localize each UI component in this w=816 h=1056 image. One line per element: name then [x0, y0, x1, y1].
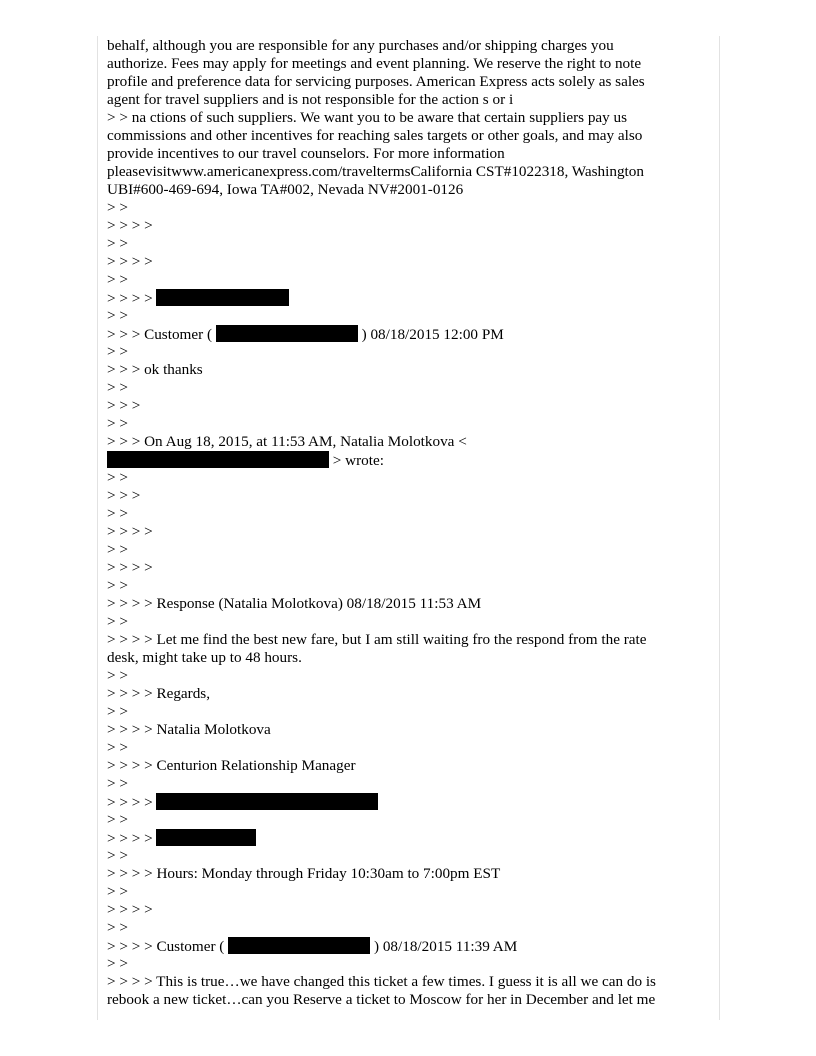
- message-text: > > > ok thanks: [107, 361, 203, 378]
- intro-line: authorize. Fees may apply for meetings and event planning. We reserve the right to note: [107, 55, 642, 72]
- intro-line: commissions and other incentives for reaching sales targets or other goals, and may also: [107, 127, 643, 144]
- intro-line: UBI#600-469-694, Iowa TA#002, Nevada NV#2001-0126: [107, 181, 464, 198]
- wrote-suffix: > wrote:: [332, 452, 384, 469]
- intro-line: agent for travel suppliers and is not responsible for the action s or i: [107, 91, 514, 108]
- quote-marker: > >: [107, 703, 128, 720]
- customer-timestamp: ) 08/18/2015 11:39 AM: [373, 938, 518, 955]
- redaction-box: [228, 937, 370, 954]
- redacted-line: [107, 793, 707, 811]
- quote-marker: > >: [107, 775, 128, 792]
- intro-line: provide incentives to our travel counselors. For more information: [107, 145, 505, 162]
- quote-marker: > >: [107, 811, 128, 828]
- page-border-left: [97, 36, 98, 1020]
- quote-marker: > >: [107, 667, 128, 684]
- quote-marker: > >: [107, 919, 128, 936]
- quote-marker: > >: [107, 505, 128, 522]
- quote-marker: > > > >: [107, 217, 153, 234]
- quote-marker: > > >: [107, 487, 141, 504]
- redacted-line: [107, 289, 707, 307]
- quote-marker: > >: [107, 415, 128, 432]
- wrote-line: > > > On Aug 18, 2015, at 11:53 AM, Natalia Molotkova <: [107, 433, 467, 450]
- intro-line: behalf, although you are responsible for any purchases and/or shipping charges you: [107, 37, 614, 54]
- message-text: rebook a new ticket…can you Reserve a ticket to Moscow for her in December and let me: [107, 991, 656, 1008]
- quote-marker: > > > >: [107, 253, 153, 270]
- quote-marker: > >: [107, 847, 128, 864]
- quote-marker: > >: [107, 883, 128, 900]
- message-text: desk, might take up to 48 hours.: [107, 649, 302, 666]
- quote-marker: > >: [107, 235, 128, 252]
- message-text: > > > > Regards,: [107, 685, 211, 702]
- quote-marker: > > > >: [107, 830, 153, 847]
- quote-marker: > > > >: [107, 794, 153, 811]
- intro-line: profile and preference data for servicing purposes. American Express acts solely as sales: [107, 73, 645, 90]
- wrote-line: [107, 451, 707, 469]
- quote-marker: > > > >: [107, 559, 153, 576]
- quote-marker: > >: [107, 199, 128, 216]
- redacted-line: [107, 829, 707, 847]
- quote-marker: > > >: [107, 397, 141, 414]
- quote-marker: > >: [107, 577, 128, 594]
- customer-prefix: > > > Customer (: [107, 326, 212, 343]
- intro-line: pleasevisitwww.americanexpress.com/traveltermsCalifornia CST#1022318, Washington: [107, 163, 644, 180]
- customer-timestamp: ) 08/18/2015 12:00 PM: [361, 326, 504, 343]
- quote-marker: > > > >: [107, 901, 153, 918]
- message-text: > > > > Let me find the best new fare, but I am still waiting fro the respond from the rate: [107, 631, 647, 648]
- signature-hours: > > > > Hours: Monday through Friday 10:30am to 7:00pm EST: [107, 865, 501, 882]
- quote-marker: > >: [107, 379, 128, 396]
- quote-marker: > >: [107, 271, 128, 288]
- quote-marker: > >: [107, 541, 128, 558]
- quote-marker: > >: [107, 955, 128, 972]
- customer-prefix: > > > > Customer (: [107, 938, 225, 955]
- redaction-box: [216, 325, 358, 342]
- signature-title: > > > > Centurion Relationship Manager: [107, 757, 356, 774]
- quote-marker: > >: [107, 613, 128, 630]
- redaction-box: [156, 829, 256, 846]
- quote-marker: > >: [107, 343, 128, 360]
- quote-marker: > >: [107, 307, 128, 324]
- redaction-box: [107, 451, 329, 468]
- quote-marker: > > > >: [107, 290, 153, 307]
- redaction-box: [156, 793, 378, 810]
- signature-name: > > > > Natalia Molotkova: [107, 721, 271, 738]
- quote-marker: > >: [107, 739, 128, 756]
- quote-marker: > >: [107, 469, 128, 486]
- response-header: > > > > Response (Natalia Molotkova) 08/18/2015 11:53 AM: [107, 595, 482, 612]
- intro-line: > > na ctions of such suppliers. We want you to be aware that certain suppliers pay us: [107, 109, 628, 126]
- page-border-right: [719, 36, 720, 1020]
- email-document: [107, 37, 707, 1009]
- redaction-box: [156, 289, 289, 306]
- quote-marker: > > > >: [107, 523, 153, 540]
- customer-header: [107, 325, 707, 343]
- message-text: > > > > This is true…we have changed this ticket a few times. I guess it is all we can do is: [107, 973, 656, 990]
- customer-header: [107, 937, 707, 955]
